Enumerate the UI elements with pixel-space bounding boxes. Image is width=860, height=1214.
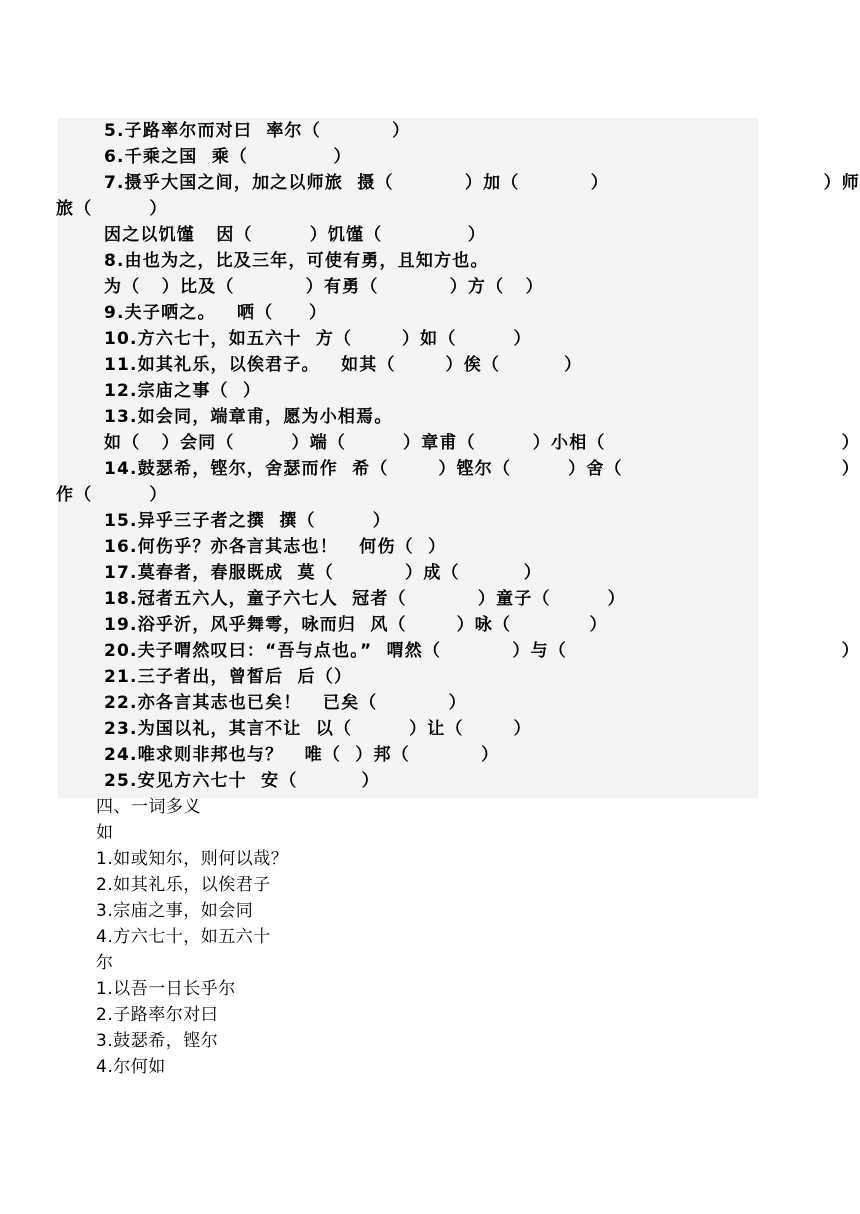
exercise-item-24: 24.唯求则非邦也与？ 唯（ ）邦（ ）	[104, 745, 500, 765]
exercise-item-16: 16.何伤乎？亦各言其志也！ 何伤（ ）	[104, 537, 447, 557]
exercise-item-13-blanks-text: 如（ ）会同（ ）端（ ）章甫（ ）小相（	[104, 433, 606, 453]
polysemy-word-er: 尔	[96, 953, 114, 973]
exercise-item-14-tail: ）	[841, 459, 860, 479]
exercise-item-7-tail: ）师	[823, 173, 860, 193]
exercise-item-21: 21.三子者出，曾皙后 后（）	[104, 667, 353, 687]
exercise-item-7-text: 7.摄乎大国之间，加之以师旅 摄（ ）加（ ）	[104, 173, 609, 193]
exercise-item-7-continued: 旅（ ）	[56, 199, 168, 219]
exercise-item-10: 10.方六七十，如五六十 方（ ）如（ ）	[104, 329, 532, 349]
polysemy-ru-item-2: 2.如其礼乐，以俟君子	[96, 875, 271, 895]
exercise-item-20-tail: ）	[841, 641, 860, 661]
exercise-item-14	[0, 456, 860, 482]
exercise-item-9: 9.夫子哂之。 哂（ ）	[104, 303, 328, 323]
exercise-item-23: 23.为国以礼，其言不让 以（ ）让（ ）	[104, 719, 532, 739]
polysemy-ru-item-3: 3.宗庙之事，如会同	[96, 901, 254, 921]
exercise-item-6: 6.千乘之国 乘（ ）	[104, 147, 352, 167]
exercise-item-14-text: 14.鼓瑟希，铿尔，舍瑟而作 希（ ）铿尔（ ）舍（	[104, 459, 623, 479]
exercise-item-25: 25.安见方六七十 安（ ）	[104, 771, 380, 791]
polysemy-ru-item-1: 1.如或知尔，则何以哉？	[96, 849, 289, 869]
exercise-item-17: 17.莫春者，春服既成 莫（ ）成（ ）	[104, 563, 543, 583]
exercise-item-15: 15.异乎三子者之撰 撰（ ）	[104, 511, 391, 531]
exercise-item-13-blanks	[0, 430, 860, 456]
polysemy-er-item-2: 2.子路率尔对曰	[96, 1005, 219, 1025]
exercise-item-19: 19.浴乎沂，风乎舞雩，咏而归 风（ ）咏（ ）	[104, 615, 608, 635]
exercise-item-8: 8.由也为之，比及三年，可使有勇，且知方也。	[104, 251, 489, 271]
exercise-item-14-continued: 作（ ）	[56, 485, 168, 505]
exercise-item-11: 11.如其礼乐，以俟君子。 如其（ ）俟（ ）	[104, 355, 583, 375]
exercise-item-13: 13.如会同，端章甫，愿为小相焉。	[104, 407, 393, 427]
document-body	[0, 118, 860, 1080]
exercise-item-5: 5.子路率尔而对曰 率尔（ ）	[104, 121, 411, 141]
polysemy-word-ru: 如	[96, 823, 114, 843]
exercise-item-18: 18.冠者五六人，童子六七人 冠者（ ）童子（ ）	[104, 589, 626, 609]
exercise-item-13-tail: ）	[841, 433, 860, 453]
section-heading-polysemy: 四、一词多义	[96, 797, 201, 817]
polysemy-er-item-1: 1.以吾一日长乎尔	[96, 979, 236, 999]
polysemy-er-item-3: 3.鼓瑟希，铿尔	[96, 1031, 219, 1051]
exercise-item-8-blanks: 为（ ）比及（ ）有勇（ ）方（ ）	[104, 277, 544, 297]
exercise-item-12: 12.宗庙之事（ ）	[104, 381, 262, 401]
exercise-item-7-line-2: 因之以饥馑 因（ ）饥馑（ ）	[104, 225, 487, 245]
exercise-item-7	[0, 170, 860, 196]
polysemy-ru-item-4: 4.方六七十，如五六十	[96, 927, 271, 947]
exercise-item-20	[0, 638, 860, 664]
exercise-item-22: 22.亦各言其志也已矣！ 已矣（ ）	[104, 693, 467, 713]
exercise-item-20-text: 20.夫子喟然叹曰：“吾与点也。” 喟然（ ）与（	[104, 641, 567, 661]
polysemy-er-item-4: 4.尔何如	[96, 1057, 166, 1077]
